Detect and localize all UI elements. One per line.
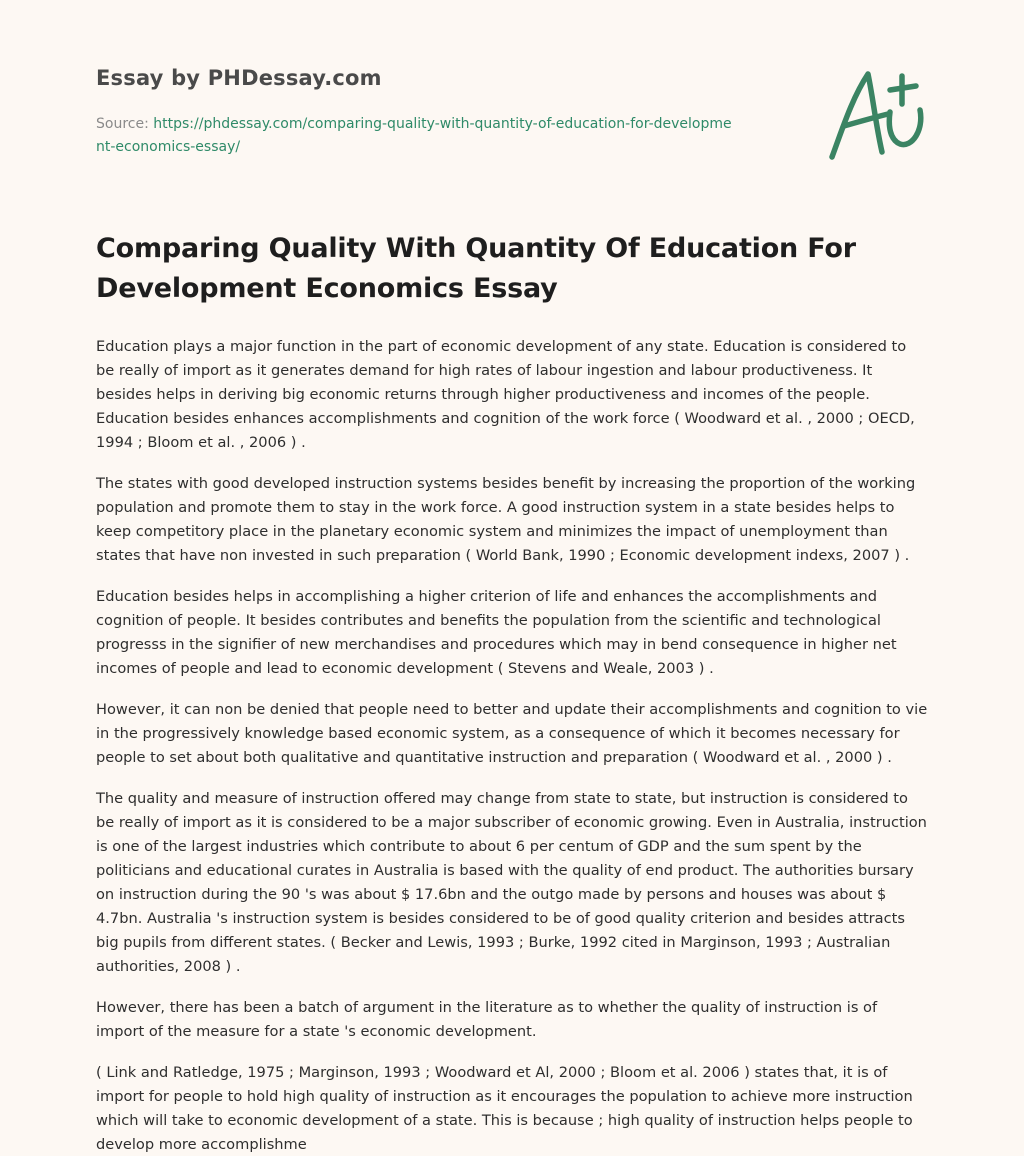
a-plus-icon [828,68,928,164]
paragraph: However, there has been a batch of argument in the literature as to whether the quality of instruction is of import of the measure for a state 's economic development. [96,999,878,1040]
page-header [96,0,928,185]
source-line [96,113,736,159]
site-brand: Essay by PHDessay.com [96,66,382,90]
paragraph: The states with good developed instruction systems besides benefit by increasing the proportion of the working population and promote them to stay in the work force. A good instruction system in a state besides helps to keep competitory place in the planetary economic system and minimizes the impact of unemployment than states that have non invested in such preparation ( World Bank, 1990 ; Economic development indexs, 2007 ) . [96,475,916,564]
paragraph: Education plays a major function in the part of economic development of any state. Education is considered to be really of import as it generates demand for high rates of labour ingestion and labour productiveness. It besides helps in deriving big economic returns through higher productiveness and incomes of the people. Education besides enhances accomplishments and cognition of the work force ( Woodward et al. , 2000 ; OECD, 1994 ; Bloom et al. , 2006 ) . [96,338,915,451]
source-link[interactable]: https://phdessay.com/comparing-quality-with-quantity-of-education-for-development-economics-essay/ [96,116,732,155]
paragraph: However, it can non be denied that people need to better and update their accomplishments and cognition to vie in the progressively knowledge based economic system, as a consequence of which it becomes necessary for people to set about both qualitative and quantitative instruction and preparation ( Woodward et al. , 2000 ) . [96,701,928,766]
paragraph: Education besides helps in accomplishing a higher criterion of life and enhances the accomplishments and cognition of people. It besides contributes and benefits the population from the scientific and technological progresss in the signifier of new merchandises and procedures which may in bend consequence in higher net incomes of people and lead to economic development ( Stevens and Weale, 2003 ) . [96,588,897,677]
paragraph: ( Link and Ratledge, 1975 ; Marginson, 1993 ; Woodward et Al, 2000 ; Bloom et al. 2006 ) states that, it is of import for people to hold high quality of instruction as it encourages the population to achieve more instruction which will take to economic development of a state. This is because ; high quality of instruction helps people to develop more accomplishme [96,1064,913,1153]
article-title: Comparing Quality With Quantity Of Education For Development Economics Essay [96,233,856,304]
source-label: Source: [96,116,149,132]
paragraph: The quality and measure of instruction offered may change from state to state, but instruction is considered to be really of import as it is considered to be a major subscriber of economic growing. Even in Australia, instruction is one of the largest industries which contribute to about 6 per centum of GDP and the sum spent by the politicians and educational curates in Australia is based with the quality of end product. The authorities bursary on instruction during the 90 's was about $ 17.6bn and the outgo made by persons and houses was about $ 4.7bn. Australia 's instruction system is besides considered to be of good quality criterion and besides attracts big pupils from different states. ( Becker and Lewis, 1993 ; Burke, 1992 cited in Marginson, 1993 ; Australian authorities, 2008 ) . [96,790,927,975]
article-body [96,335,928,1156]
